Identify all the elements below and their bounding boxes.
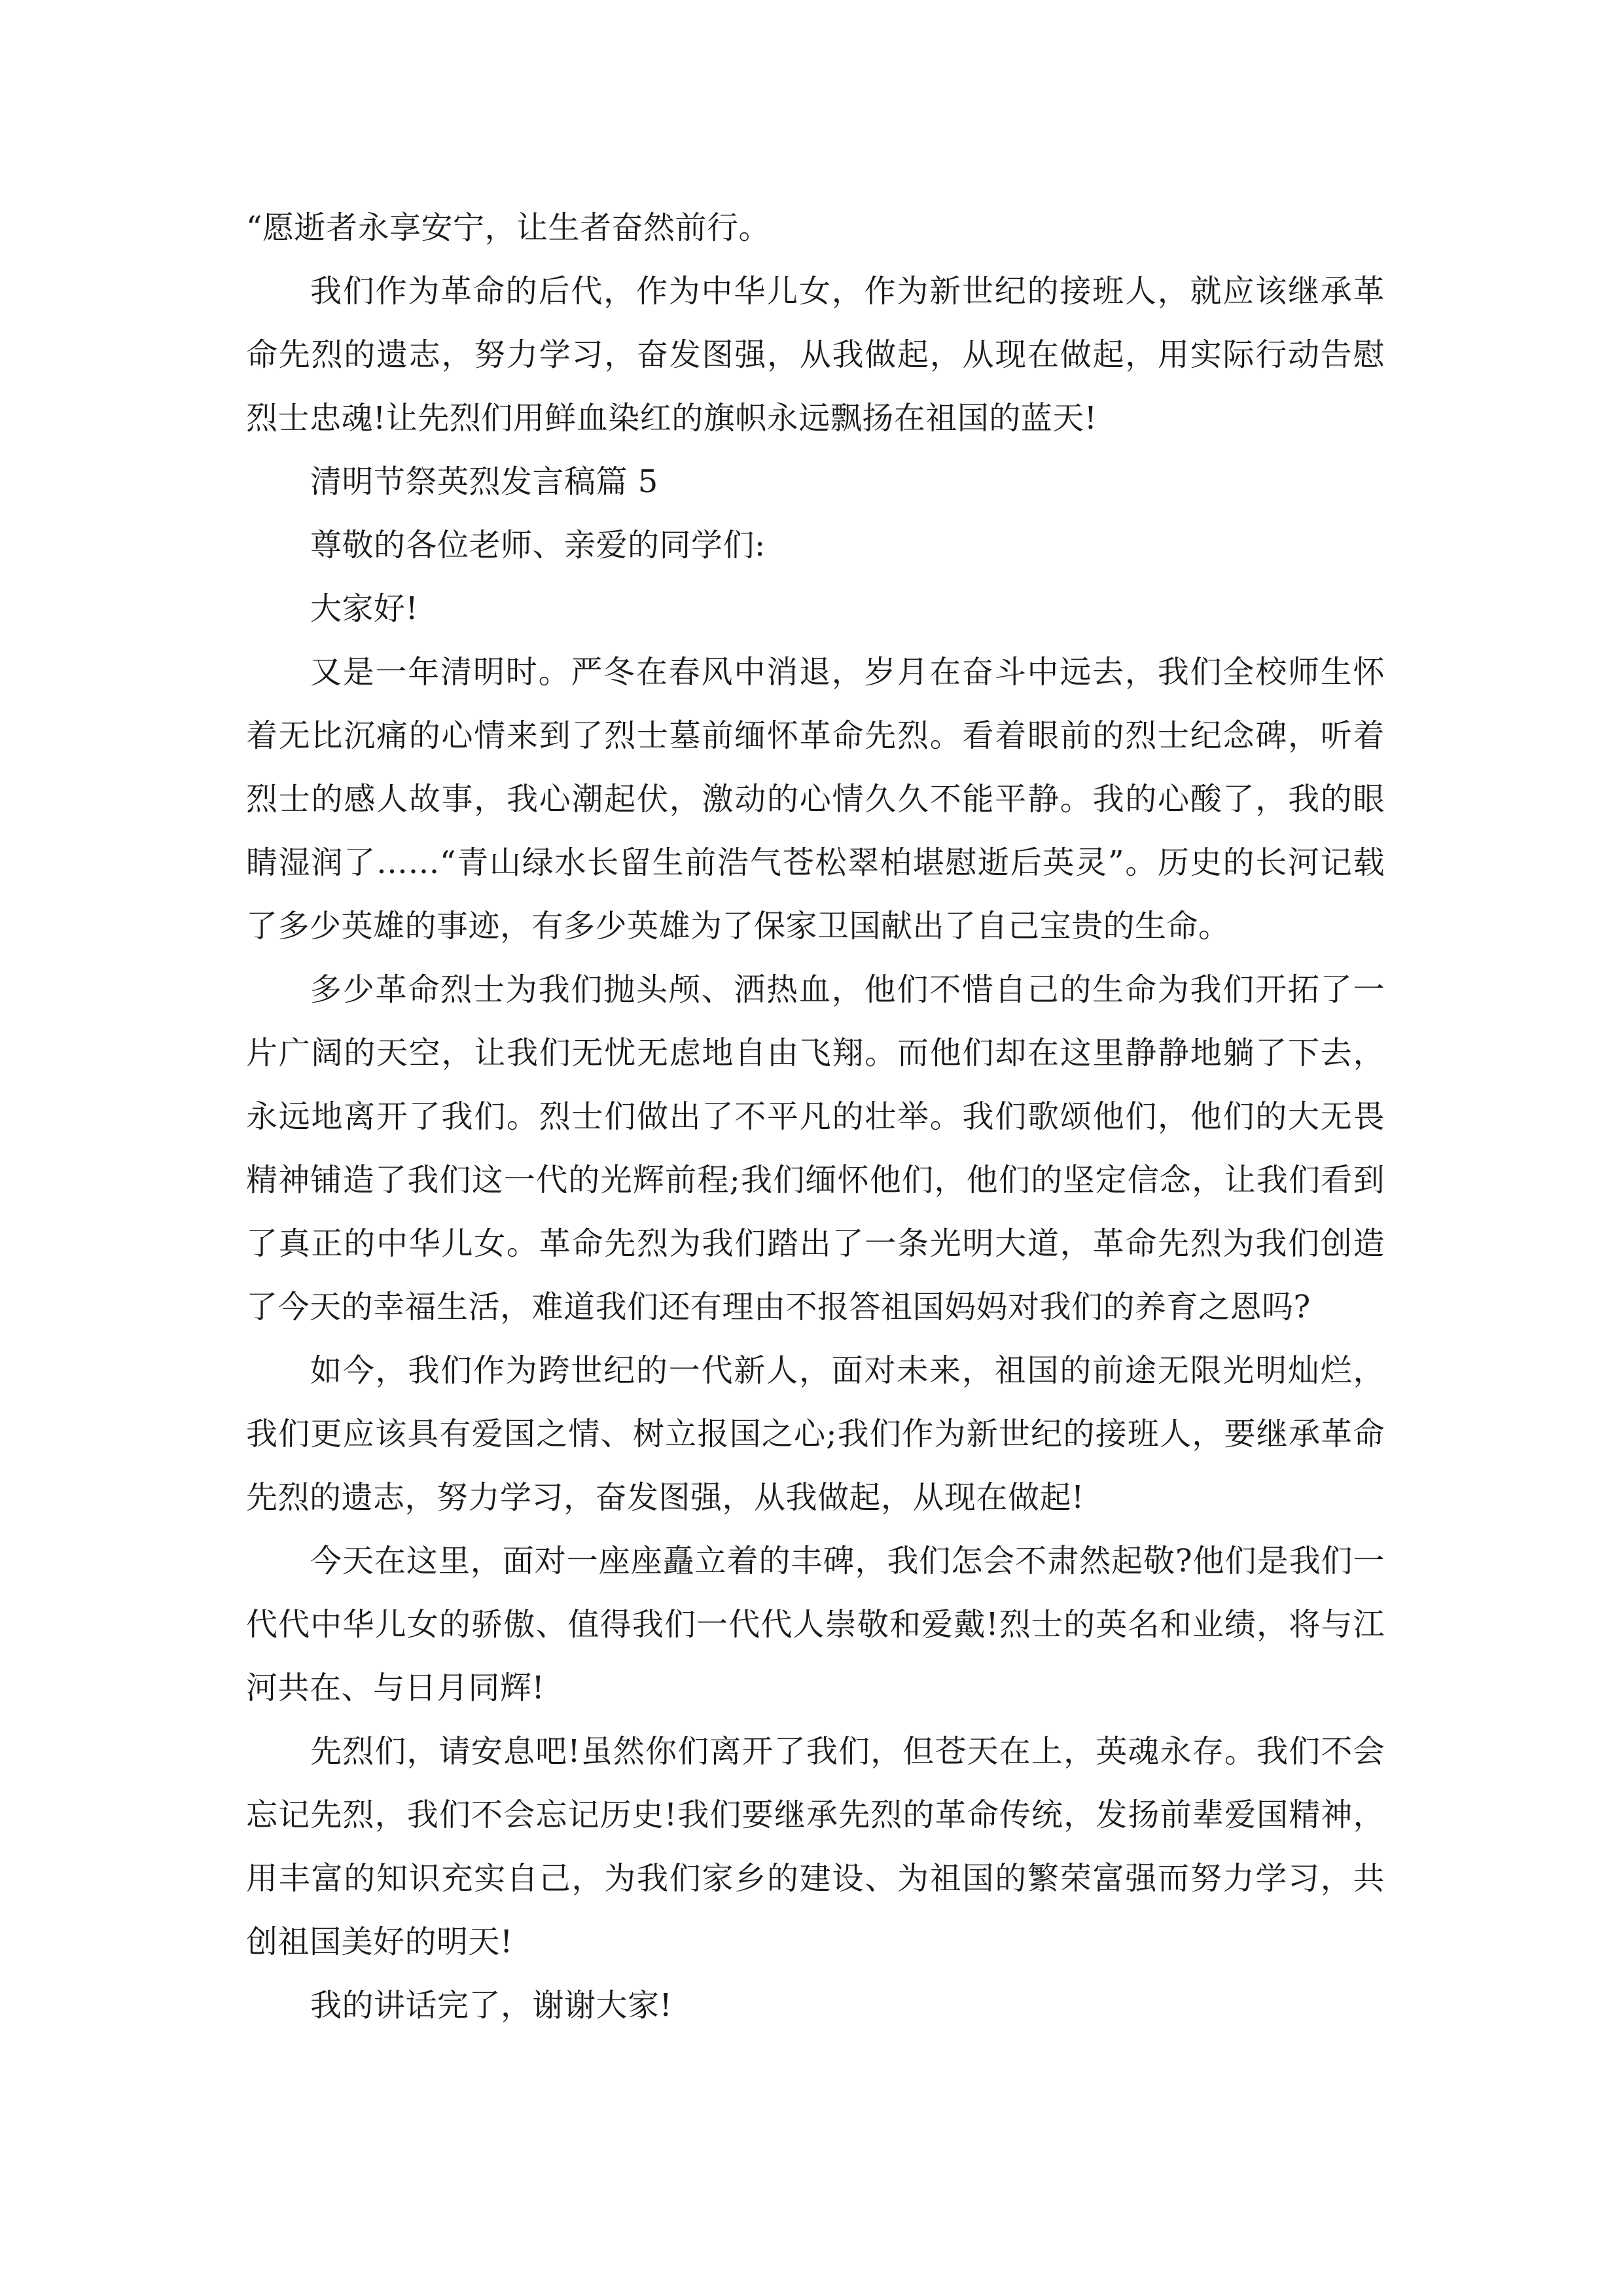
closing-line: 我的讲话完了，谢谢大家! (310, 1987, 673, 2024)
paragraph: “愿逝者永享安宁，让生者奋然前行。 (246, 209, 771, 246)
greeting: 大家好! (310, 590, 419, 627)
paragraph: 又是一年清明时。严冬在春风中消退，岁月在奋斗中远去，我们全校师生怀着无比沉痛的心情来到了烈士墓前缅怀革命先烈。看着眼前的烈士纪念碑，听着烈士的感人故事，我心潮起伏，激动的心情久久不能平静。我的心酸了，我的眼睛湿润了……“青山绿水长留生前浩气苍松翠柏堪慰逝后英灵”。历史的长河记载了多少英雄的事迹，有多少英雄为了保家卫国献出了自己宝贵的生命。 (246, 654, 1385, 944)
paragraph: 多少革命烈士为我们抛头颅、洒热血，他们不惜自己的生命为我们开拓了一片广阔的天空，让我们无忧无虑地自由飞翔。而他们却在这里静静地躺了下去，永远地离开了我们。烈士们做出了不平凡的壮举。我们歌颂他们，他们的大无畏精神铺造了我们这一代的光辉前程;我们缅怀他们，他们的坚定信念，让我们看到了真正的中华儿女。革命先烈为我们踏出了一条光明大道，革命先烈为我们创造了今天的幸福生活，难道我们还有理由不报答祖国妈妈对我们的养育之恩吗? (246, 971, 1385, 1325)
salutation: 尊敬的各位老师、亲爱的同学们: (310, 527, 766, 564)
paragraph: 今天在这里，面对一座座矗立着的丰碑，我们怎会不肃然起敬?他们是我们一代代中华儿女的骄傲、值得我们一代代人崇敬和爱戴!烈士的英名和业绩，将与江河共在、与日月同辉! (246, 1543, 1385, 1706)
paragraph: 我们作为革命的后代，作为中华儿女，作为新世纪的接班人，就应该继承革命先烈的遗志，努力学习，奋发图强，从我做起，从现在做起，用实际行动告慰烈士忠魂!让先烈们用鲜血染红的旗帜永远飘扬在祖国的蓝天! (246, 273, 1385, 437)
paragraph: 先烈们，请安息吧!虽然你们离开了我们，但苍天在上，英魂永存。我们不会忘记先烈，我们不会忘记历史!我们要继承先烈的革命传统，发扬前辈爱国精神，用丰富的知识充实自己，为我们家乡的建设、为祖国的繁荣富强而努力学习，共创祖国美好的明天! (246, 1733, 1385, 1960)
section-heading: 清明节祭英烈发言稿篇 5 (310, 463, 658, 500)
paragraph: 如今，我们作为跨世纪的一代新人，面对未来，祖国的前途无限光明灿烂，我们更应该具有爱国之情、树立报国之心;我们作为新世纪的接班人，要继承革命先烈的遗志，努力学习，奋发图强，从我做起，从现在做起! (246, 1352, 1385, 1516)
document-body (246, 196, 1385, 2037)
